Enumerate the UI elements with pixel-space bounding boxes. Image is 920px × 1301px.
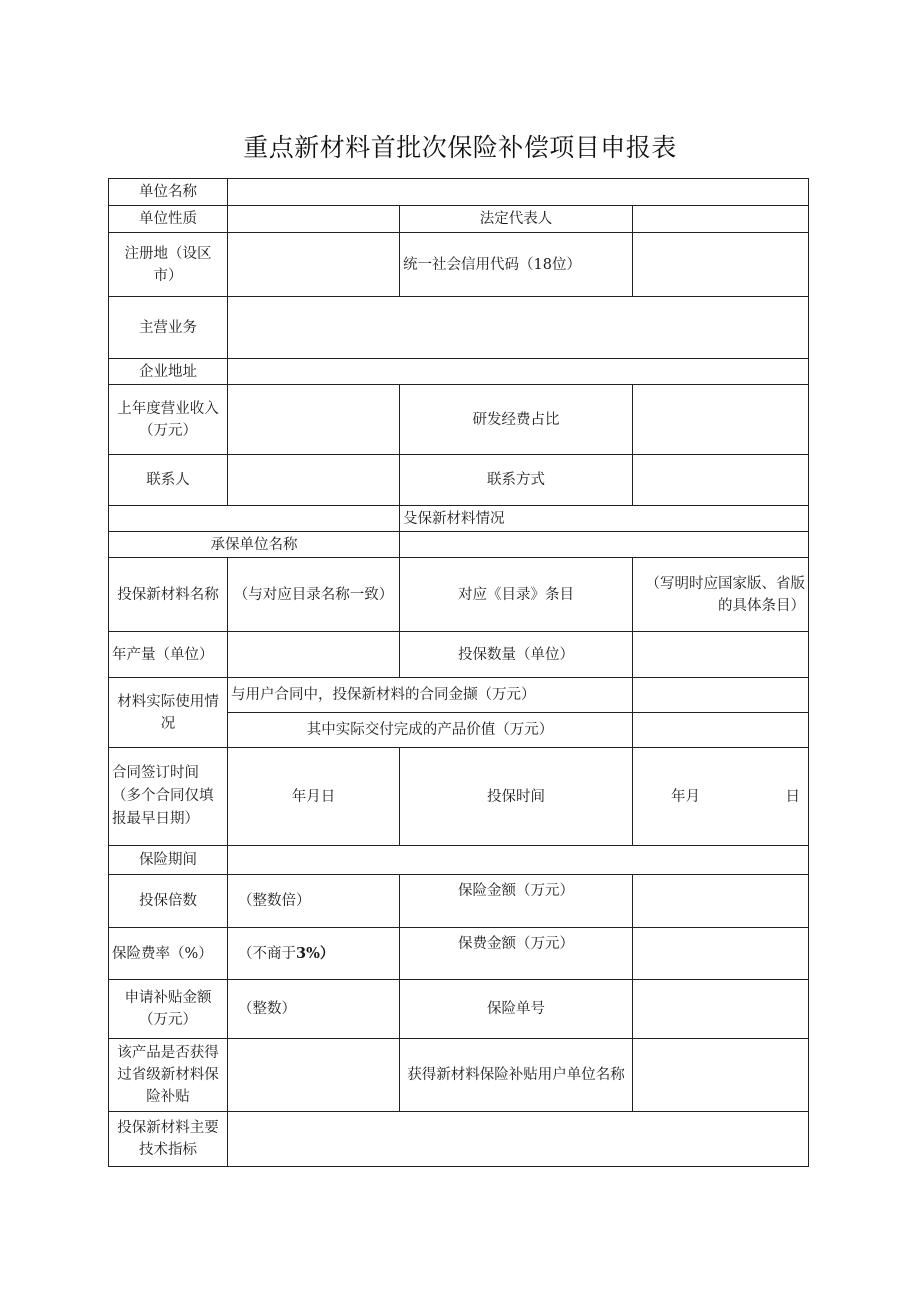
contract-amount-label: 与用户合同中，投保新材料的合同金撷（万元） — [228, 678, 633, 713]
reg-place-label: 注册地（设区市） — [109, 233, 228, 297]
row-insurer — [109, 532, 809, 558]
premium-rate-field[interactable] — [228, 928, 400, 980]
row-tech — [109, 1112, 809, 1167]
row-contact — [109, 455, 809, 506]
row-revenue — [109, 385, 809, 455]
insure-time-label: 投保时间 — [400, 748, 633, 846]
row-material — [109, 558, 809, 632]
insure-time-field[interactable] — [633, 748, 809, 846]
revenue-label: 上年度营业收入（万元） — [109, 385, 228, 455]
delivered-value-field[interactable] — [633, 713, 809, 748]
credit-code-field[interactable] — [633, 233, 809, 297]
main-business-label: 主营业务 — [109, 297, 228, 359]
catalog-item-label: 对应《目录》条目 — [400, 558, 633, 632]
row-provincial-subsidy — [109, 1039, 809, 1112]
address-label: 企业地址 — [109, 359, 228, 385]
contact-person-label: 联系人 — [109, 455, 228, 506]
annual-output-field[interactable] — [228, 632, 400, 678]
row-period — [109, 846, 809, 875]
row-unit-nature — [109, 206, 809, 233]
contact-method-label: 联系方式 — [400, 455, 633, 506]
row-address — [109, 359, 809, 385]
contact-person-field[interactable] — [228, 455, 400, 506]
policy-no-field[interactable] — [633, 980, 809, 1039]
row-usage-contract — [109, 678, 809, 713]
annual-output-label: 年产量（单位） — [109, 632, 228, 678]
premium-rate-cap: 3%） — [296, 944, 335, 962]
policy-no-label: 保险单号 — [400, 980, 633, 1039]
multiple-hint[interactable]: （整数倍） — [228, 875, 400, 928]
multiple-label: 投保倍数 — [109, 875, 228, 928]
section-heading: 殳保新材料情况 — [400, 506, 809, 532]
contract-date-field[interactable]: 年月日 — [228, 748, 400, 846]
section-heading-blank — [109, 506, 400, 532]
insure-time-day: 日 — [785, 788, 801, 805]
provincial-subsidy-label: 该产品是否获得过省级新材料保险补贴 — [109, 1039, 228, 1112]
unit-nature-field[interactable] — [228, 206, 400, 233]
premium-rate-hint: （不商于 — [238, 945, 296, 962]
material-name-hint[interactable]: （与对应目录名称一致） — [228, 558, 400, 632]
insured-amount-field[interactable] — [633, 875, 809, 928]
contact-method-field[interactable] — [633, 455, 809, 506]
subsidy-hint[interactable]: （整数） — [228, 980, 400, 1039]
main-business-field[interactable] — [228, 297, 809, 359]
legal-rep-label: 法定代表人 — [400, 206, 633, 233]
rd-ratio-field[interactable] — [633, 385, 809, 455]
insure-time-month: 年月 — [671, 788, 700, 805]
page-title: 重点新材料首批次保险补偿项目申报表 — [243, 133, 677, 162]
delivered-value-label: 其中实际交付完成的产品价值（万元） — [228, 713, 633, 748]
row-unit-name — [109, 179, 809, 206]
insurer-name-label: 承保单位名称 — [109, 532, 400, 558]
provincial-subsidy-field[interactable] — [228, 1039, 400, 1112]
revenue-field[interactable] — [228, 385, 400, 455]
row-section-heading — [109, 506, 809, 532]
tech-indicators-label: 投保新材料主要技术指标 — [109, 1112, 228, 1167]
unit-name-label: 单位名称 — [109, 179, 228, 206]
row-multiple — [109, 875, 809, 928]
row-premium — [109, 928, 809, 980]
subsidy-label: 申请补贴金额（万元） — [109, 980, 228, 1039]
insure-period-field[interactable] — [228, 846, 809, 875]
insurer-name-field[interactable] — [400, 532, 809, 558]
subsidy-user-field[interactable] — [633, 1039, 809, 1112]
subsidy-user-label: 获得新材料保险补贴用户单位名称 — [400, 1039, 633, 1112]
row-main-business — [109, 297, 809, 359]
contract-date-label: 合同签订时间（多个合同仅填报最早日期） — [109, 748, 228, 846]
credit-code-label: 统一社会信用代码（18位） — [400, 233, 633, 297]
insured-qty-label: 投保数量（单位） — [400, 632, 633, 678]
row-dates — [109, 748, 809, 846]
insured-amount-label: 保险金额（万元） — [400, 875, 633, 928]
reg-place-field[interactable] — [228, 233, 400, 297]
contract-amount-field[interactable] — [633, 678, 809, 713]
row-output — [109, 632, 809, 678]
address-field[interactable] — [228, 359, 809, 385]
usage-label: 材料实际使用情况 — [109, 678, 228, 748]
unit-name-field[interactable] — [228, 179, 809, 206]
premium-amount-label: 保费金额（万元） — [400, 928, 633, 980]
premium-amount-field[interactable] — [633, 928, 809, 980]
application-form-table — [108, 178, 809, 1167]
rd-ratio-label: 研发经费占比 — [400, 385, 633, 455]
insured-qty-field[interactable] — [633, 632, 809, 678]
material-name-label: 投保新材料名称 — [109, 558, 228, 632]
insure-period-label: 保险期间 — [109, 846, 228, 875]
tech-indicators-field[interactable] — [228, 1112, 809, 1167]
catalog-item-hint[interactable]: （写明时应国家版、省版的具体条目） — [633, 558, 809, 632]
legal-rep-field[interactable] — [633, 206, 809, 233]
premium-rate-label: 保险费率（%） — [109, 928, 228, 980]
row-registration — [109, 233, 809, 297]
row-subsidy — [109, 980, 809, 1039]
unit-nature-label: 单位性质 — [109, 206, 228, 233]
